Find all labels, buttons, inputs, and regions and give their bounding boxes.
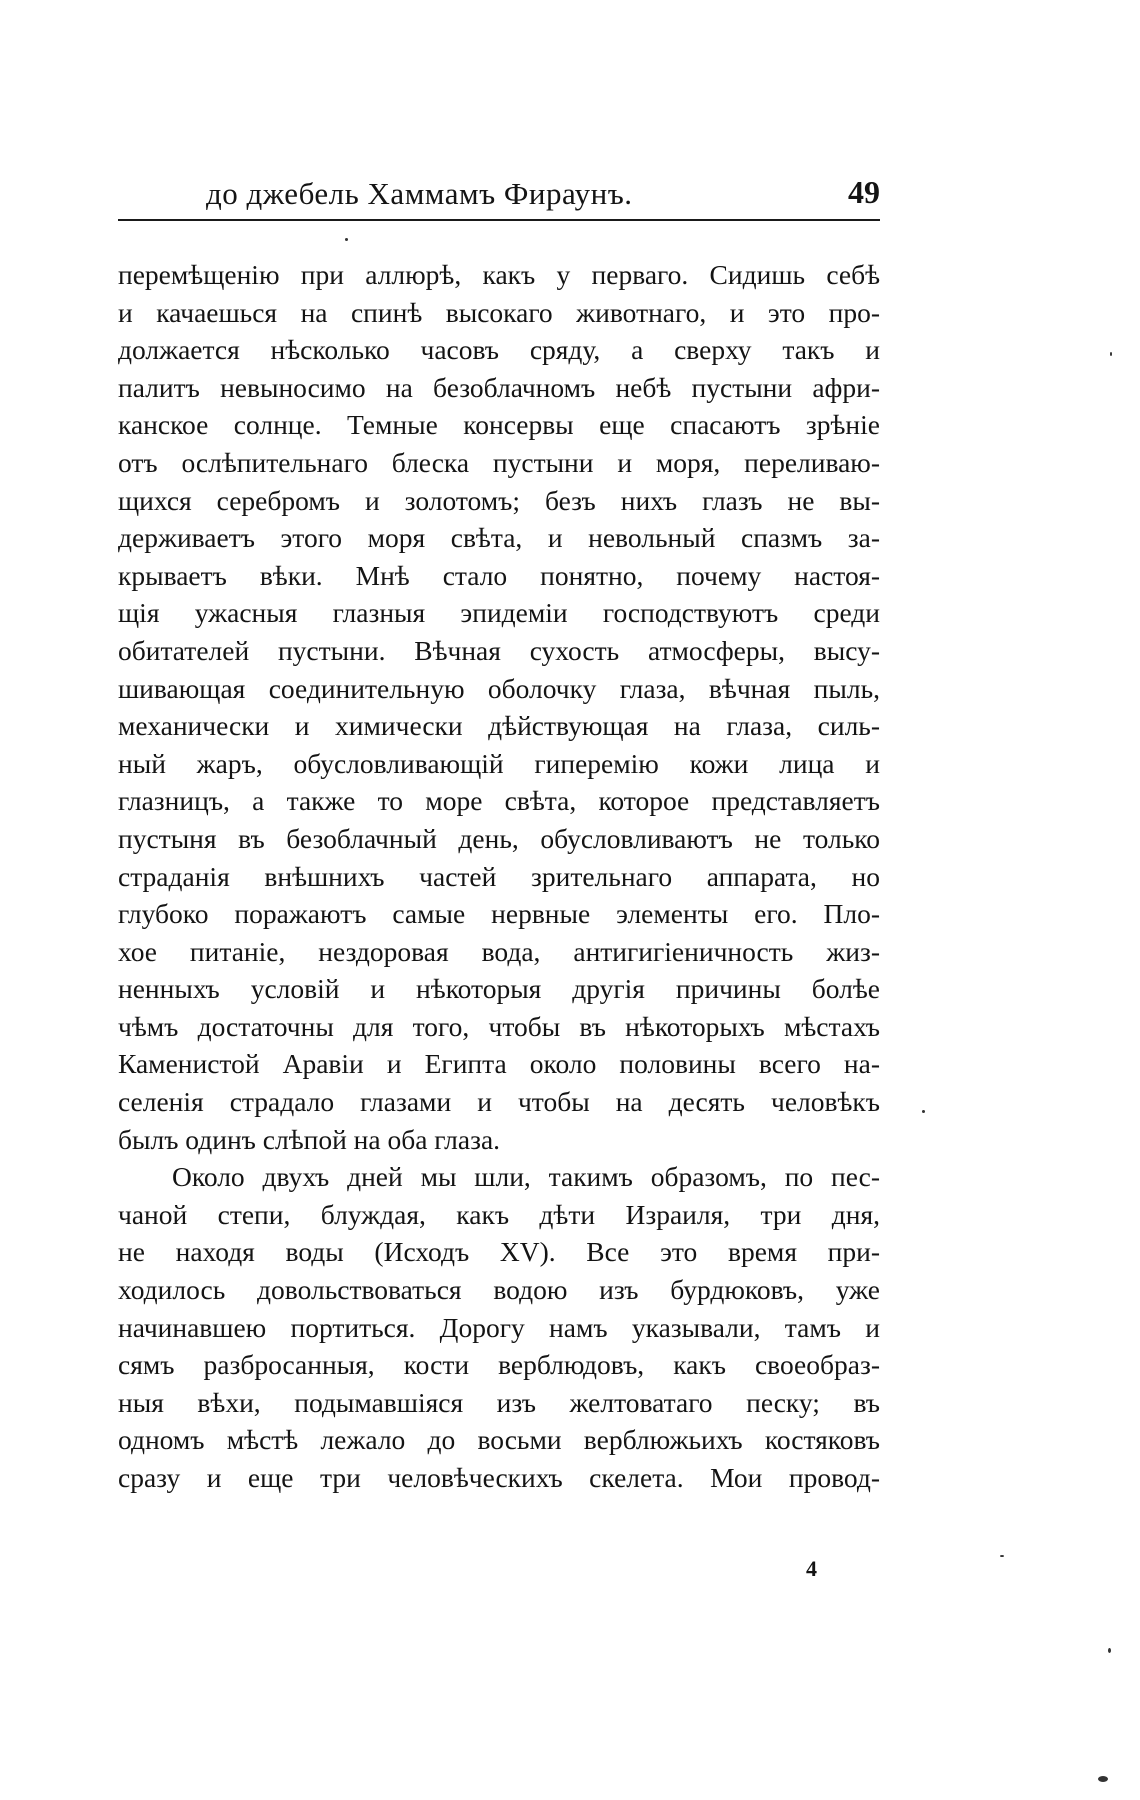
paragraph-start-line: Около двухъ дней мы шли, такимъ образомъ, по пес- — [172, 1161, 880, 1193]
text-line: страданія внѣшнихъ частей зрительнаго аппарата, но — [118, 860, 880, 892]
page-header — [118, 170, 880, 228]
scan-speck — [1110, 352, 1112, 356]
text-line: перемѣщенію при аллюрѣ, какъ у перваго. Сидишь себѣ — [118, 259, 880, 290]
scan-speck — [1098, 1776, 1108, 1782]
header-rule — [118, 219, 880, 221]
text-line: держиваетъ этого моря свѣта, и невольный спазмъ за- — [118, 522, 880, 554]
running-title: до джебель Хаммамъ Фираунъ. — [206, 176, 633, 211]
text-line: механически и химически дѣйствующая на глаза, силь- — [118, 710, 880, 742]
scan-speck — [1108, 1648, 1111, 1653]
text-line: селенія страдало глазами и чтобы на десять человѣкъ — [118, 1086, 880, 1118]
text-line: чаной степи, блуждая, какъ дѣти Израиля, три дня, — [118, 1198, 880, 1230]
text-line: ныя вѣхи, подымавшіяся изъ желтоватаго песку; въ — [118, 1386, 880, 1418]
text-line: сямъ разбросанныя, кости верблюдовъ, какъ своеобраз- — [118, 1349, 880, 1381]
text-line: должается нѣсколько часовъ сряду, а сверху такъ и — [118, 334, 880, 366]
text-line: сразу и еще три человѣческихъ скелета. Мои провод- — [118, 1462, 880, 1493]
scan-speck — [922, 1110, 925, 1113]
text-line: ный жаръ, обусловливающій гиперемію кожи лица и — [118, 747, 880, 779]
text-line: чѣмъ достаточны для того, чтобы въ нѣкоторыхъ мѣстахъ — [118, 1010, 880, 1042]
text-line: не находя воды (Исходъ XV). Все это время при- — [118, 1236, 880, 1268]
text-line: ходилось довольствоваться водою изъ бурдюковъ, уже — [118, 1274, 880, 1306]
text-line: отъ ослѣпительнаго блеска пустыни и моря, переливаю- — [118, 446, 880, 478]
text-line: палитъ невыносимо на безоблачномъ небѣ пустыни афри- — [118, 371, 880, 403]
text-line: пустыня въ безоблачный день, обусловливаютъ не только — [118, 822, 880, 854]
signature-mark: 4 — [806, 1556, 817, 1581]
scan-speck — [1000, 1555, 1004, 1557]
text-line: щія ужасныя глазныя эпидеміи господствуютъ среди — [118, 597, 880, 629]
text-line: былъ одинъ слѣпой на оба глаза. — [118, 1123, 501, 1155]
text-line: одномъ мѣстѣ лежало до восьми верблюжьихъ костяковъ — [118, 1424, 880, 1456]
text-line: глазницъ, а также то море свѣта, которое представляетъ — [118, 785, 880, 817]
text-line: шивающая соединительную оболочку глаза, вѣчная пыль, — [118, 672, 880, 704]
scan-speck — [345, 238, 348, 241]
text-line: глубоко поражаютъ самые нервные элементы его. Пло- — [118, 898, 880, 930]
body-text — [118, 256, 880, 1497]
text-line: начинавшею портиться. Дорогу намъ указывали, тамъ и — [118, 1311, 880, 1343]
text-line: ненныхъ условій и нѣкоторыя другія причины болѣе — [118, 973, 880, 1005]
text-line: и качаешься на спинѣ высокаго животнаго, и это про- — [118, 296, 880, 328]
text-line: щихся серебромъ и золотомъ; безъ нихъ глазъ не вы- — [118, 484, 880, 516]
text-line: обитателей пустыни. Вѣчная сухость атмосферы, высу- — [118, 634, 880, 666]
text-line: крываетъ вѣки. Мнѣ стало понятно, почему настоя- — [118, 559, 880, 591]
text-line: Каменистой Аравіи и Египта около половины всего на- — [118, 1048, 880, 1080]
page-number: 49 — [848, 174, 880, 210]
text-line: хое питаніе, нездоровая вода, антигигіеничность жиз- — [118, 935, 880, 967]
text-line: канское солнце. Темные консервы еще спасаютъ зрѣніе — [118, 409, 880, 441]
